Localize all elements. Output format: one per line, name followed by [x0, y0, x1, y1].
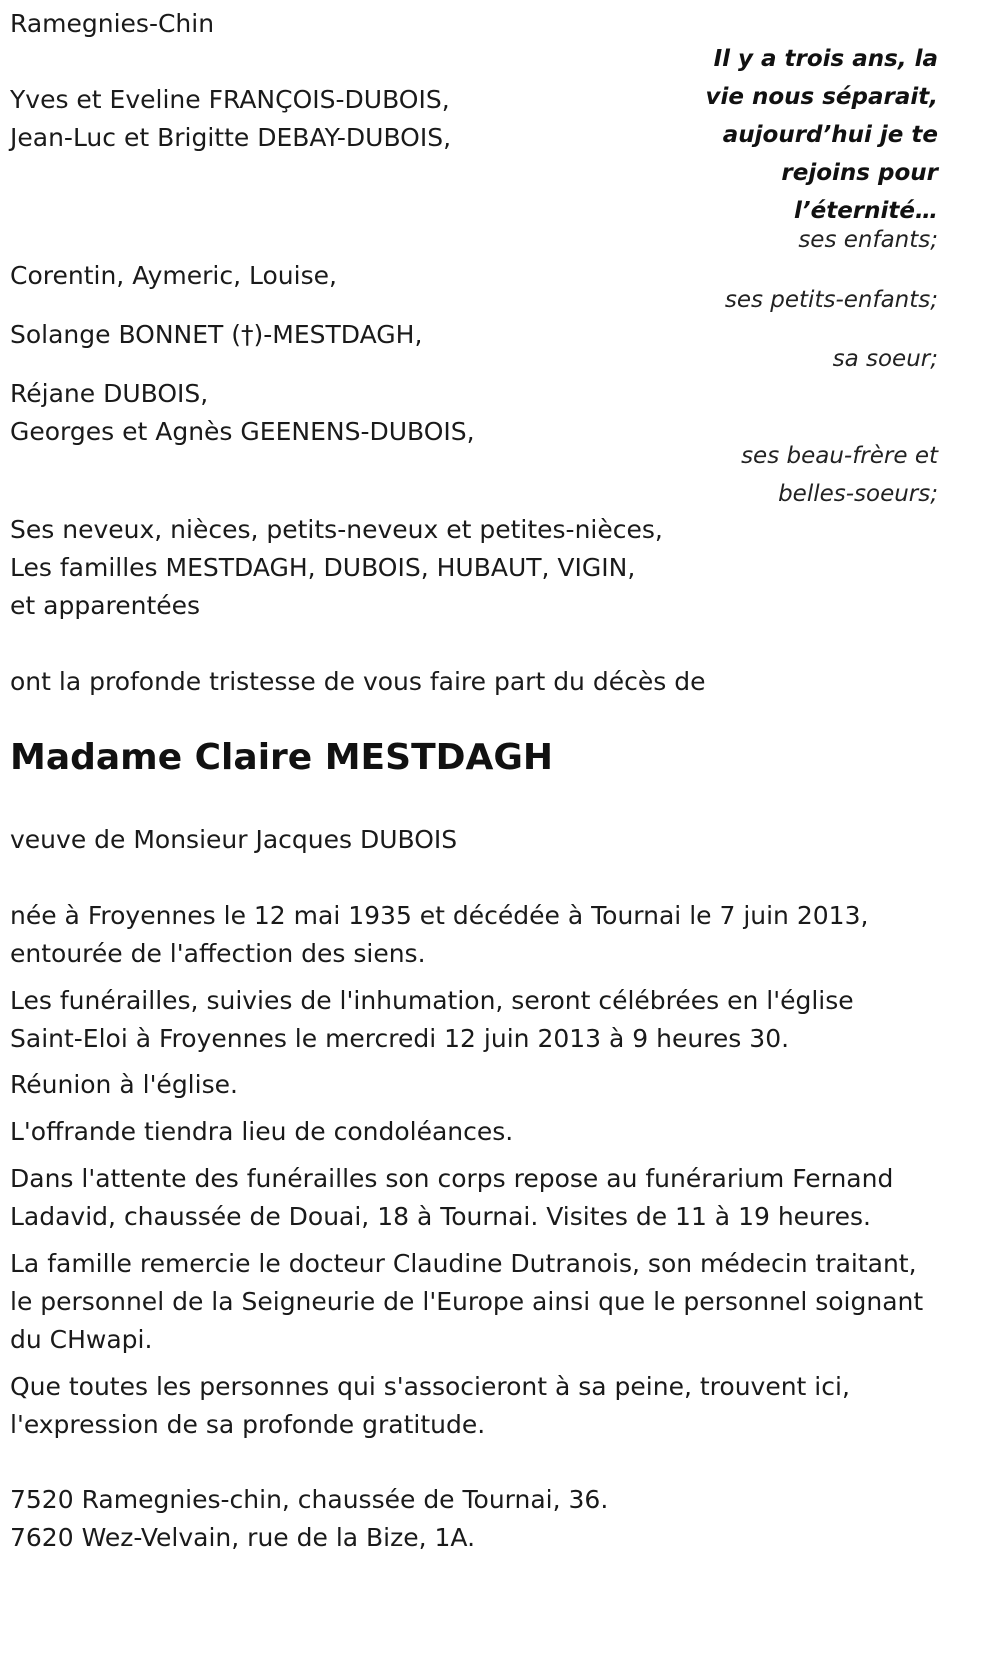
- memorial-quote: Il y a trois ans, la vie nous séparait, aujourd’hui je te rejoins pour l’éternité…: [705, 46, 938, 224]
- address-line-2: 7620 Wez-Velvain, rue de la Bize, 1A.: [10, 1523, 476, 1552]
- announcement: ont la profonde tristesse de vous faire part du décès de: [10, 667, 706, 696]
- widow-of: veuve de Monsieur Jacques DUBOIS: [10, 825, 458, 854]
- children-line-2: Jean-Luc et Brigitte DEBAY-DUBOIS,: [10, 123, 452, 152]
- funeral-line-2: Saint-Eloi à Froyennes le mercredi 12 juin 2013 à 9 heures 30.: [10, 1024, 790, 1053]
- meeting: Réunion à l'église.: [10, 1070, 238, 1099]
- grandchildren-label: ses petits-enfants;: [724, 287, 938, 313]
- locality: Ramegnies-Chin: [10, 9, 215, 38]
- in-laws-line-2: Georges et Agnès GEENENS-DUBOIS,: [10, 417, 475, 446]
- thanks-line-2: le personnel de la Seigneurie de l'Europe ainsi que le personnel soignant: [10, 1287, 924, 1316]
- extended-family-line-1: Ses neveux, nièces, petits-neveux et petites-nièces,: [10, 515, 663, 544]
- deceased-name: Madame Claire MESTDAGH: [10, 737, 554, 778]
- funeral-line-1: Les funérailles, suivies de l'inhumation, seront célébrées en l'église: [10, 986, 854, 1015]
- funerarium-line-2: Ladavid, chaussée de Douai, 18 à Tournai. Visites de 11 à 19 heures.: [10, 1202, 871, 1231]
- funerarium-line-1: Dans l'attente des funérailles son corps repose au funérarium Fernand: [10, 1164, 894, 1193]
- birth-death-line-1: née à Froyennes le 12 mai 1935 et décédée à Tournai le 7 juin 2013,: [10, 901, 869, 930]
- thanks-line-3: du CHwapi.: [10, 1325, 153, 1354]
- grandchildren: Corentin, Aymeric, Louise,: [10, 261, 337, 290]
- in-laws-label-line-2: belles-soeurs;: [778, 481, 938, 507]
- gratitude-line-1: Que toutes les personnes qui s'associeront à sa peine, trouvent ici,: [10, 1372, 850, 1401]
- thanks-line-1: La famille remercie le docteur Claudine Dutranois, son médecin traitant,: [10, 1249, 917, 1278]
- in-laws-label-line-1: ses beau-frère et: [741, 443, 938, 469]
- birth-death-line-2: entourée de l'affection des siens.: [10, 939, 426, 968]
- children-label: ses enfants;: [798, 227, 938, 253]
- address-line-1: 7520 Ramegnies-chin, chaussée de Tournai, 36.: [10, 1485, 609, 1514]
- children-line-1: Yves et Eveline FRANÇOIS-DUBOIS,: [10, 85, 450, 114]
- extended-family-line-3: et apparentées: [10, 591, 201, 620]
- offering: L'offrande tiendra lieu de condoléances.: [10, 1117, 514, 1146]
- sister: Solange BONNET (†)-MESTDAGH,: [10, 320, 423, 349]
- sister-label: sa soeur;: [832, 346, 938, 372]
- extended-family-line-2: Les familles MESTDAGH, DUBOIS, HUBAUT, VIGIN,: [10, 553, 636, 582]
- gratitude-line-2: l'expression de sa profonde gratitude.: [10, 1410, 486, 1439]
- in-laws-line-1: Réjane DUBOIS,: [10, 379, 209, 408]
